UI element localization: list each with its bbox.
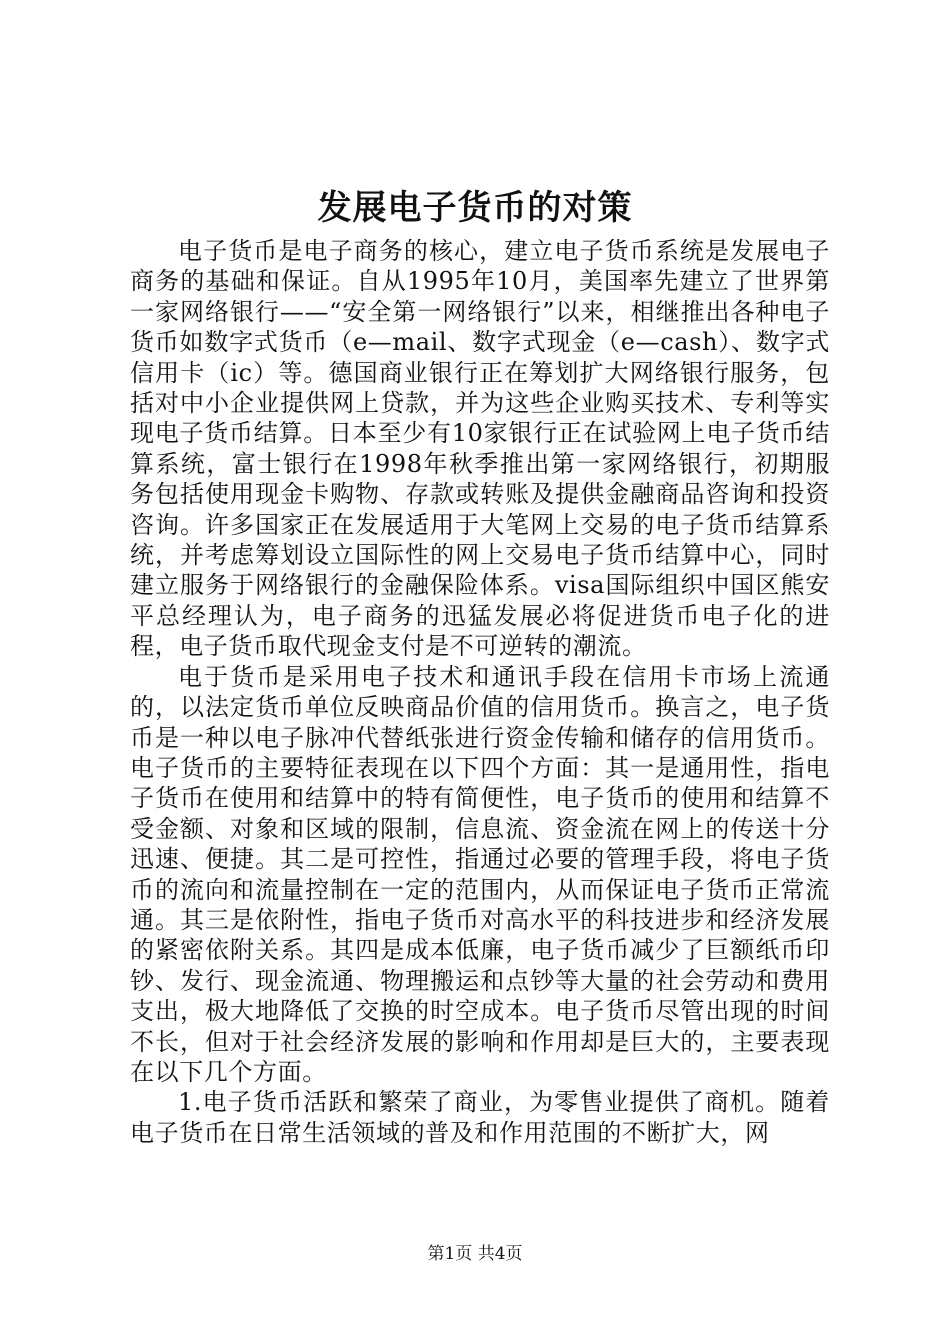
document-title: 发展电子货币的对策: [317, 188, 633, 228]
paragraph-3: 1.电子货币活跃和繁荣了商业，为零售业提供了商机。随着电子货币在日常生活领域的普及和作用范围的不断扩大，网: [130, 1088, 830, 1147]
paragraph-1: 电子货币是电子商务的核心，建立电子货币系统是发展电子商务的基础和保证。自从1995年10月，美国率先建立了世界第一家网络银行——“安全第一网络银行”以来，相继推出各种电子货币如数字式货币（e—mail、数字式现金（e—cash）、数字式信用卡（ic）等。德国商业银行正在筹划扩大网络银行服务，包括对中小企业提供网上贷款，并为这些企业购买技术、专利等实现电子货币结算。日本至少有10家银行正在试验网上电子货币结算系统，富士银行在1998年秋季推出第一家网络银行，初期服务包括使用现金卡购物、存款或转账及提供金融商品咨询和投资咨询。许多国家正在发展适用于大笔网上交易的电子货币结算系统，并考虑筹划设立国际性的网上交易电子货币结算中心，同时建立服务于网络银行的金融保险体系。visa国际组织中国区熊安平总经理认为，电子商务的迅猛发展必将促进货币电子化的进程，电子货币取代现金支付是不可逆转的潮流。: [130, 237, 830, 661]
document-body: [130, 236, 830, 1148]
paragraph-2: 电于货币是采用电子技术和通讯手段在信用卡市场上流通的，以法定货币单位反映商品价值的信用货币。换言之，电子货币是一种以电子脉冲代替纸张进行资金传输和储存的信用货币。电子货币的主要特征表现在以下四个方面：其一是通用性，指电子货币在使用和结算中的特有简便性，电子货币的使用和结算不受金额、对象和区域的限制，信息流、资金流在网上的传送十分迅速、便捷。其二是可控性，指通过必要的管理手段，将电子货币的流向和流量控制在一定的范围内，从而保证电子货币正常流通。其三是依附性，指电子货币对高水平的科技进步和经济发展的紧密依附关系。其四是成本低廉，电子货币减少了巨额纸币印钞、发行、现金流通、物理搬运和点钞等大量的社会劳动和费用支出，极大地降低了交换的时空成本。电子货币尽管出现的时间不长，但对于社会经济发展的影响和作用却是巨大的，主要表现在以下几个方面。: [130, 662, 830, 1086]
page-footer: 第1页 共4页: [427, 1244, 523, 1264]
